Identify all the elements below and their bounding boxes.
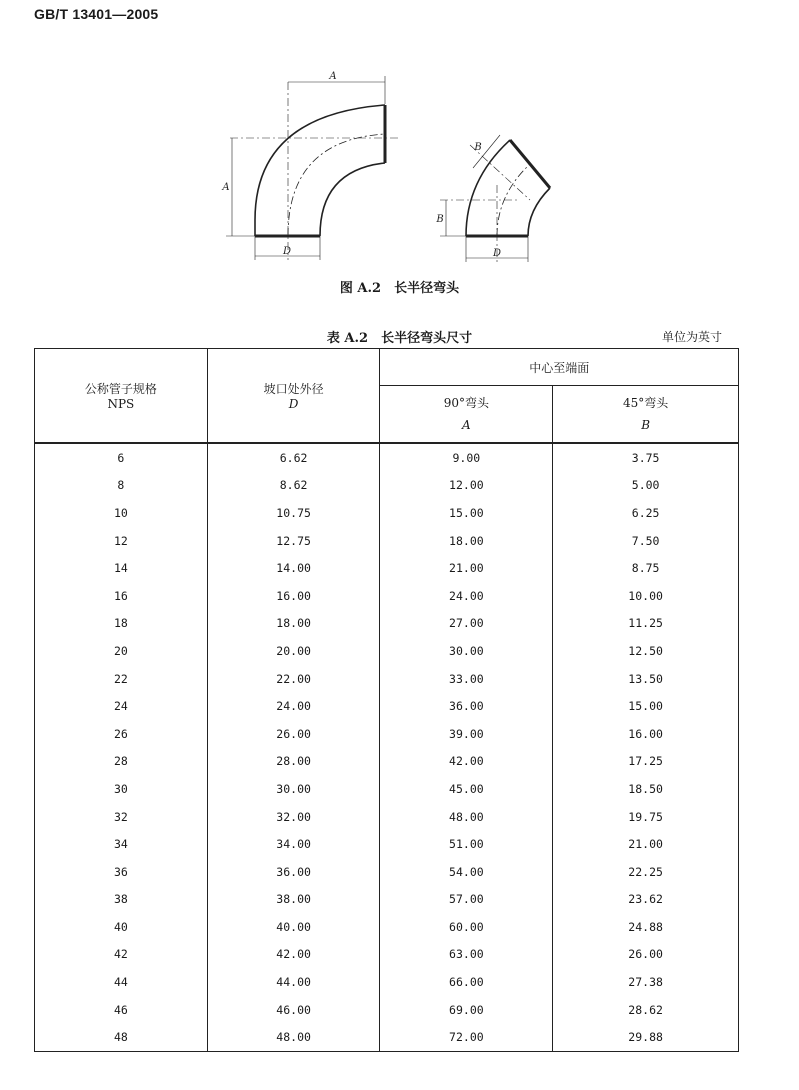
cell-d: 34.00 — [207, 830, 380, 858]
table-row — [35, 830, 739, 858]
cell-nps: 40 — [35, 913, 208, 941]
cell-d: 40.00 — [207, 913, 380, 941]
dim-label-d-90: D — [282, 246, 292, 257]
table-row — [35, 968, 739, 996]
cell-b: 21.00 — [553, 830, 739, 858]
cell-a: 18.00 — [380, 527, 553, 555]
cell-a: 30.00 — [380, 637, 553, 665]
table-row — [35, 1023, 739, 1051]
cell-a: 27.00 — [380, 610, 553, 638]
cell-d: 46.00 — [207, 996, 380, 1024]
cell-a: 42.00 — [380, 748, 553, 776]
elbow-90-drawing — [226, 76, 400, 260]
cell-b: 18.50 — [553, 775, 739, 803]
table-row — [35, 720, 739, 748]
header-d-sym: D — [288, 397, 299, 411]
cell-nps: 8 — [35, 472, 208, 500]
table-row — [35, 858, 739, 886]
cell-b: 11.25 — [553, 610, 739, 638]
cell-b: 24.88 — [553, 913, 739, 941]
dim-label-b-vert: B — [436, 214, 444, 225]
cell-a: 63.00 — [380, 941, 553, 969]
table-caption: 表 A.2 长半径弯头尺寸 — [326, 331, 473, 346]
table-row — [35, 554, 739, 582]
cell-b: 10.00 — [553, 582, 739, 610]
header-90-elbow — [380, 386, 553, 444]
cell-a: 45.00 — [380, 775, 553, 803]
table-row — [35, 527, 739, 555]
table-row — [35, 610, 739, 638]
header-a-sym: A — [462, 418, 471, 432]
dim-label-a-top: A — [329, 71, 337, 82]
cell-nps: 32 — [35, 803, 208, 831]
cell-a: 54.00 — [380, 858, 553, 886]
cell-a: 12.00 — [380, 472, 553, 500]
dim-label-b-diag: B — [474, 142, 482, 153]
cell-nps: 6 — [35, 443, 208, 472]
cell-b: 22.25 — [553, 858, 739, 886]
cell-a: 39.00 — [380, 720, 553, 748]
standard-number: GB/T 13401—2005 — [34, 6, 159, 22]
cell-d: 22.00 — [207, 665, 380, 693]
table-row — [35, 775, 739, 803]
header-nps-cn: 公称管子规格 — [84, 382, 157, 396]
cell-d: 8.62 — [207, 472, 380, 500]
cell-nps: 14 — [35, 554, 208, 582]
table-unit: 单位为英寸 — [661, 330, 722, 344]
cell-b: 7.50 — [553, 527, 739, 555]
header-d-cn: 坡口处外径 — [263, 382, 324, 396]
cell-d: 42.00 — [207, 941, 380, 969]
cell-a: 72.00 — [380, 1023, 553, 1051]
cell-d: 32.00 — [207, 803, 380, 831]
cell-d: 28.00 — [207, 748, 380, 776]
cell-b: 19.75 — [553, 803, 739, 831]
cell-nps: 18 — [35, 610, 208, 638]
cell-b: 12.50 — [553, 637, 739, 665]
table-row — [35, 941, 739, 969]
cell-nps: 24 — [35, 692, 208, 720]
cell-d: 38.00 — [207, 886, 380, 914]
cell-d: 30.00 — [207, 775, 380, 803]
cell-nps: 36 — [35, 858, 208, 886]
cell-d: 14.00 — [207, 554, 380, 582]
dim-label-d-45: D — [492, 248, 502, 259]
cell-d: 48.00 — [207, 1023, 380, 1051]
cell-d: 20.00 — [207, 637, 380, 665]
table-row — [35, 443, 739, 472]
cell-b: 29.88 — [553, 1023, 739, 1051]
header-a-cn: 90°弯头 — [443, 396, 489, 410]
cell-b: 17.25 — [553, 748, 739, 776]
cell-nps: 34 — [35, 830, 208, 858]
table-row — [35, 499, 739, 527]
cell-b: 23.62 — [553, 886, 739, 914]
elbow-dimension-table — [34, 348, 739, 1052]
cell-a: 51.00 — [380, 830, 553, 858]
cell-b: 5.00 — [553, 472, 739, 500]
cell-d: 26.00 — [207, 720, 380, 748]
cell-a: 48.00 — [380, 803, 553, 831]
table-row — [35, 665, 739, 693]
cell-d: 18.00 — [207, 610, 380, 638]
cell-nps: 10 — [35, 499, 208, 527]
header-nps-en: NPS — [107, 397, 135, 411]
cell-b: 26.00 — [553, 941, 739, 969]
header-b-cn: 45°弯头 — [622, 396, 669, 410]
table-row — [35, 692, 739, 720]
cell-a: 57.00 — [380, 886, 553, 914]
table-row — [35, 803, 739, 831]
cell-nps: 46 — [35, 996, 208, 1024]
cell-nps: 16 — [35, 582, 208, 610]
cell-d: 44.00 — [207, 968, 380, 996]
cell-b: 13.50 — [553, 665, 739, 693]
cell-a: 60.00 — [380, 913, 553, 941]
cell-nps: 22 — [35, 665, 208, 693]
cell-d: 10.75 — [207, 499, 380, 527]
table-row — [35, 472, 739, 500]
cell-a: 9.00 — [380, 443, 553, 472]
cell-a: 66.00 — [380, 968, 553, 996]
cell-a: 21.00 — [380, 554, 553, 582]
cell-d: 16.00 — [207, 582, 380, 610]
cell-a: 24.00 — [380, 582, 553, 610]
header-45-elbow — [553, 386, 739, 444]
elbow-45-drawing — [440, 135, 550, 265]
elbow-figure — [0, 60, 799, 300]
cell-nps: 44 — [35, 968, 208, 996]
table-row — [35, 913, 739, 941]
cell-a: 33.00 — [380, 665, 553, 693]
table-row — [35, 996, 739, 1024]
cell-b: 6.25 — [553, 499, 739, 527]
header-center-to-end: 中心至端面 — [380, 349, 739, 386]
cell-nps: 30 — [35, 775, 208, 803]
cell-nps: 28 — [35, 748, 208, 776]
cell-a: 69.00 — [380, 996, 553, 1024]
cell-d: 36.00 — [207, 858, 380, 886]
cell-d: 12.75 — [207, 527, 380, 555]
table-row — [35, 886, 739, 914]
cell-nps: 38 — [35, 886, 208, 914]
cell-d: 24.00 — [207, 692, 380, 720]
cell-nps: 48 — [35, 1023, 208, 1051]
cell-a: 36.00 — [380, 692, 553, 720]
cell-a: 15.00 — [380, 499, 553, 527]
table-body — [35, 443, 739, 1052]
header-outside-diameter — [207, 349, 380, 444]
table-row — [35, 637, 739, 665]
cell-nps: 26 — [35, 720, 208, 748]
cell-d: 6.62 — [207, 443, 380, 472]
cell-nps: 42 — [35, 941, 208, 969]
cell-b: 27.38 — [553, 968, 739, 996]
table-row — [35, 582, 739, 610]
cell-b: 8.75 — [553, 554, 739, 582]
dim-label-a-left: A — [222, 182, 230, 193]
header-b-sym: B — [641, 418, 651, 432]
cell-b: 28.62 — [553, 996, 739, 1024]
cell-b: 16.00 — [553, 720, 739, 748]
table-row — [35, 748, 739, 776]
cell-b: 3.75 — [553, 443, 739, 472]
header-nps — [35, 349, 208, 444]
cell-nps: 20 — [35, 637, 208, 665]
cell-b: 15.00 — [553, 692, 739, 720]
figure-caption: 图 A.2 长半径弯头 — [339, 281, 460, 296]
cell-nps: 12 — [35, 527, 208, 555]
